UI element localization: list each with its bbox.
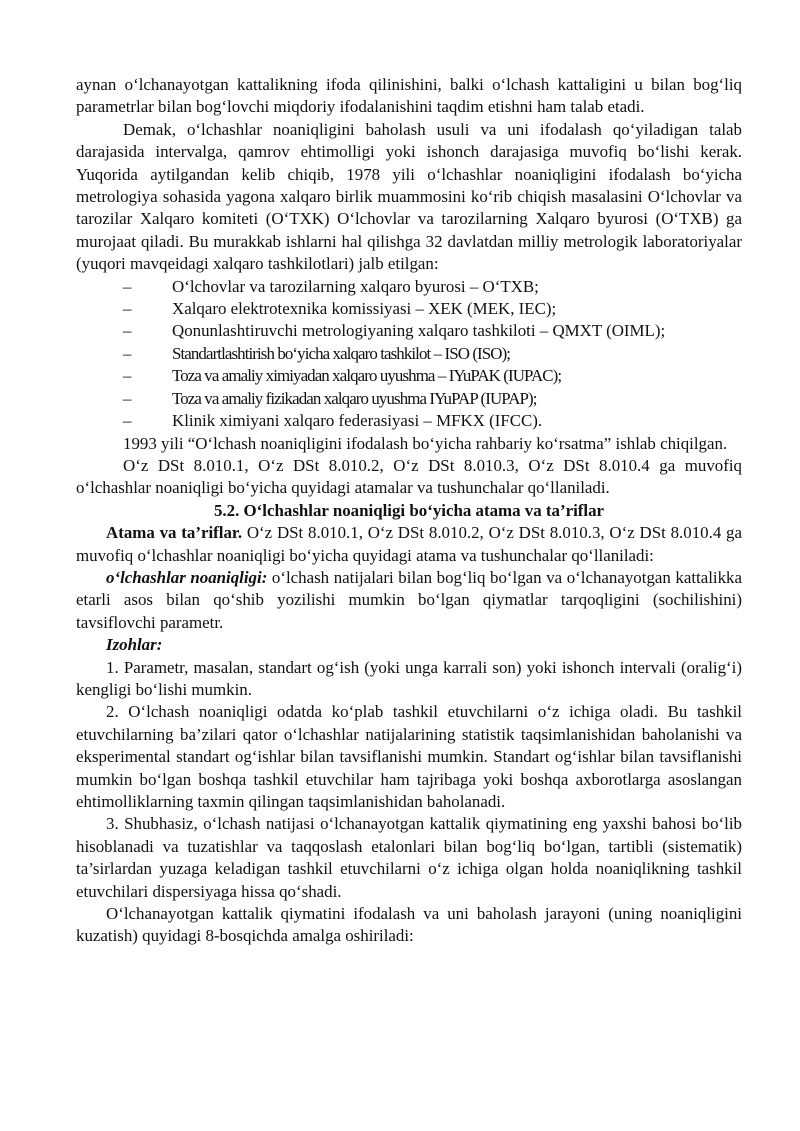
page-content bbox=[76, 74, 742, 948]
note-item: 2. O‘lchash noaniqligi odatda ko‘plab tashkil etuvchilarni o‘z ichiga oladi. Bu tashkil etuvchilarning ba’zilari qator o‘lchashlar natijalarining statistik taqsimlanishidan baholanishi va eksperimental standart og‘ishlar bilan tavsiflanishi mumkin. Standart og‘ishlar bilan tavsiflanishi mumkin bo‘lgan boshqa tashkil etuvchilar ham tajribaga yoki boshqa axborotlarga asoslangan ehtimolliklarning taxmin qilingan taqsimlanishidan baholanadi. bbox=[76, 702, 742, 811]
note-item: 1. Parametr, masalan, standart og‘ish (yoki unga karrali son) yoki ishonch intervali (oralig‘i) kengligi bo‘lishi mumkin. bbox=[76, 657, 742, 699]
paragraph-closing: O‘lchanayotgan kattalik qiymatini ifodalash va uni baholash jarayoni (uning noaniqligini kuzatish) quyidagi 8-bosqichda amalga oshiriladi: bbox=[76, 904, 742, 946]
paragraph-standards: O‘z DSt 8.010.1, O‘z DSt 8.010.2, O‘z DSt 8.010.3, O‘z DSt 8.010.4 ga muvofiq o‘lchashlar noaniqligi bo‘yicha quyidagi atamalar va tushunchalar qo‘llaniladi. bbox=[76, 455, 742, 498]
list-dash: – bbox=[123, 411, 132, 431]
list-dash: – bbox=[123, 299, 132, 319]
list-item-text: Xalqaro elektrotexnika komissiyasi – XEK (MEK, IEC); bbox=[172, 299, 557, 319]
list-item bbox=[76, 276, 742, 298]
list-item-text: Klinik ximiyani xalqaro federasiyasi – MFKX (IFCC). bbox=[172, 411, 543, 431]
section-heading: 5.2. O‘lchashlar noaniqligi bo‘yicha atama va ta’riflar bbox=[213, 500, 605, 520]
paragraph-intro: Demak, o‘lchashlar noaniqligini baholash usuli va uni ifodalash qo‘yiladigan talab darajasida intervalga, qamrov ehtimolligi yoki ishonch darajasiga muvofiq bo‘lishi kerak. Yuqorida aytilgandan kelib chiqib, 1978 yili o‘lchashlar noaniqligini ifodalash bo‘yicha metrologiya sohasida yagona xalqaro birlik muammosini ko‘rib chiqish masalasini O‘lchovlar va tarozilar Xalqaro komiteti (O‘TXK) O‘lchovlar va tarozilarning Xalqaro byurosi (O‘TXB) ga murojaat qiladi. Bu murakkab ishlarni hal qilishga 32 davlatdan milliy metrologik laboratoriyalar (yuqori mavqeidagi xalqaro tashkilotlari) jalb etilgan: bbox=[76, 119, 742, 274]
list-item bbox=[76, 410, 742, 432]
paragraph-terms bbox=[76, 522, 742, 567]
list-item bbox=[76, 343, 742, 365]
list-dash: – bbox=[123, 343, 132, 363]
paragraph-continuation: aynan o‘lchanayotgan kattalikning ifoda qilinishini, balki o‘lchash kattaligini u bilan bog‘liq parametrlar bilan bog‘lovchi miqdoriy ifodalanishini taqdim etishni ham talab etadi. bbox=[76, 75, 742, 117]
notes-title: Izohlar: bbox=[106, 635, 163, 655]
list-dash: – bbox=[123, 276, 132, 296]
list-item bbox=[76, 365, 742, 387]
definition-text: o‘lchash natijalari bilan bog‘liq bo‘lgan va o‘lchanayotgan kattalikka etarli asos bilan qo‘shib yozilishi mumkin bo‘lgan qiymatlar tarqoqligini (sochilishini) tavsiflovchi parametr. bbox=[76, 567, 743, 632]
definition-term: o‘lchashlar noaniqligi: bbox=[106, 567, 268, 587]
paragraph-definition bbox=[76, 567, 742, 634]
list-item bbox=[76, 298, 742, 320]
list-dash: – bbox=[123, 366, 132, 386]
organization-list bbox=[76, 276, 742, 433]
paragraph-guide: 1993 yili “O‘lchash noaniqligini ifodalash bo‘yicha rahbariy ko‘rsatma” ishlab chiqilgan. bbox=[123, 433, 728, 453]
note-item: 3. Shubhasiz, o‘lchash natijasi o‘lchanayotgan kattalik qiymatining eng yaxshi bahosi bo‘lib hisoblanadi va tuzatishlar va taqqoslash etalonlari bilan bog‘liq bo‘lgan, tartibli (sistematik) ta’sirlardan yuzaga keladigan tashkil etuvchilarni o‘z ichiga olgan holda noaniqlikning tashkil etuvchilari dispersiyaga hissa qo‘shadi. bbox=[76, 814, 742, 901]
list-dash: – bbox=[123, 321, 132, 341]
list-item bbox=[76, 388, 742, 410]
list-item-text: Toza va amaliy fizikadan xalqaro uyushma IYuPAP (IUPAP); bbox=[172, 388, 537, 408]
list-item-text: Qonunlashtiruvchi metrologiyaning xalqaro tashkiloti – QMXT (OIML); bbox=[172, 321, 666, 341]
terms-lead: Atama va ta’riflar. bbox=[106, 523, 243, 543]
list-item-text: Toza va amaliy ximiyadan xalqaro uyushma – IYuPAK (IUPAC); bbox=[172, 366, 562, 386]
list-item-text: O‘lchovlar va tarozilarning xalqaro byurosi – O‘TXB; bbox=[172, 276, 539, 296]
list-item-text: Standartlashtirish bo‘yicha xalqaro tashkilot – ISO (ISO); bbox=[172, 343, 511, 363]
list-item bbox=[76, 320, 742, 342]
terms-text: O‘z DSt 8.010.1, O‘z DSt 8.010.2, O‘z DSt 8.010.3, O‘z DSt 8.010.4 ga muvofiq o‘lchashlar noaniqligi bo‘yicha quyidagi atama va tushunchalar qo‘llaniladi: bbox=[76, 523, 742, 565]
list-dash: – bbox=[123, 388, 132, 408]
